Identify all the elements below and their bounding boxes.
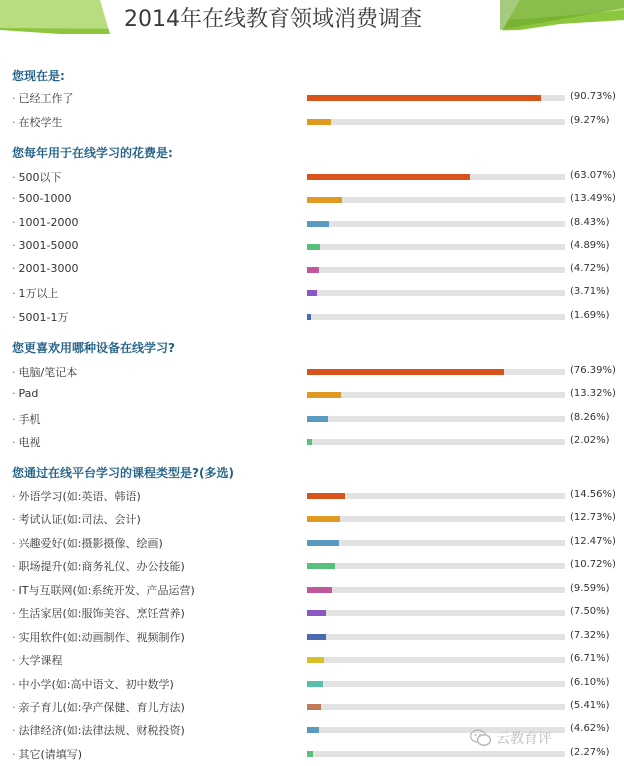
bar-track	[307, 244, 565, 250]
category-text: 500-1000	[18, 192, 72, 205]
data-label: (7.50%)	[570, 606, 610, 617]
wechat-icon	[470, 729, 492, 747]
data-label: (12.73%)	[570, 512, 616, 523]
category-text: 法律经济(如:法律法规、财税投资)	[18, 724, 185, 737]
bullet-icon: ·	[12, 436, 16, 449]
category-text: 1001-2000	[18, 216, 79, 229]
bar-track	[307, 493, 565, 499]
data-label: (14.56%)	[570, 489, 616, 500]
bullet-icon: ·	[12, 216, 16, 229]
bar	[307, 174, 470, 180]
category-label	[12, 309, 68, 325]
bar-track	[307, 704, 565, 710]
data-label: (76.39%)	[570, 365, 616, 376]
bar	[307, 95, 541, 101]
bar-track	[307, 416, 565, 422]
data-label: (12.47%)	[570, 536, 616, 547]
bullet-icon: ·	[12, 192, 16, 205]
bullet-icon: ·	[12, 239, 16, 252]
data-label: (2.02%)	[570, 435, 610, 446]
category-label	[12, 90, 74, 106]
data-label: (6.71%)	[570, 653, 610, 664]
data-label: (4.62%)	[570, 723, 610, 734]
category-text: 3001-5000	[18, 239, 79, 252]
data-label: (2.27%)	[570, 747, 610, 758]
bullet-icon: ·	[12, 262, 16, 275]
bar	[307, 392, 341, 398]
bar	[307, 681, 323, 687]
bullet-icon: ·	[12, 724, 16, 737]
bar-track	[307, 174, 565, 180]
bullet-icon: ·	[12, 584, 16, 597]
bar	[307, 516, 340, 522]
category-text: IT与互联网(如:系统开发、产品运营)	[18, 584, 195, 597]
bar-track	[307, 563, 565, 569]
data-label: (6.10%)	[570, 677, 610, 688]
bar	[307, 610, 326, 616]
category-label	[12, 511, 141, 527]
bar	[307, 493, 345, 499]
section-title: 您现在是:	[12, 69, 65, 83]
data-label: (3.71%)	[570, 286, 610, 297]
category-label	[12, 722, 185, 738]
category-label	[12, 285, 59, 301]
bullet-icon: ·	[12, 287, 16, 300]
data-label: (7.32%)	[570, 630, 610, 641]
bar-track	[307, 439, 565, 445]
category-label	[12, 192, 71, 205]
bar	[307, 416, 328, 422]
bar	[307, 244, 320, 250]
category-label	[12, 387, 38, 400]
section-title: 您通过在线平台学习的课程类型是?(多选)	[12, 466, 234, 480]
category-text: 电脑/笔记本	[18, 366, 78, 379]
data-label: (10.72%)	[570, 559, 616, 570]
category-text: 职场提升(如:商务礼仪、办公技能)	[18, 560, 185, 573]
category-label	[12, 629, 185, 645]
bar	[307, 634, 326, 640]
data-label: (4.89%)	[570, 240, 610, 251]
category-text: 在校学生	[18, 116, 63, 129]
category-text: 已经工作了	[18, 92, 74, 105]
bar-track	[307, 516, 565, 522]
category-label	[12, 411, 41, 427]
category-label	[12, 262, 78, 275]
category-text: 实用软件(如:动画制作、视频制作)	[18, 631, 185, 644]
category-text: 外语学习(如:英语、韩语)	[18, 490, 141, 503]
category-label	[12, 364, 77, 380]
bar-track	[307, 119, 565, 125]
bar-track	[307, 540, 565, 546]
bar-track	[307, 290, 565, 296]
category-label	[12, 652, 63, 668]
bullet-icon: ·	[12, 654, 16, 667]
data-label: (1.69%)	[570, 310, 610, 321]
category-label	[12, 582, 195, 598]
bullet-icon: ·	[12, 92, 16, 105]
bar	[307, 197, 342, 203]
bullet-icon: ·	[12, 537, 16, 550]
bullet-icon: ·	[12, 678, 16, 691]
data-label: (5.41%)	[570, 700, 610, 711]
category-label	[12, 535, 163, 551]
data-label: (9.27%)	[570, 115, 610, 126]
bullet-icon: ·	[12, 631, 16, 644]
bullet-icon: ·	[12, 607, 16, 620]
bar	[307, 751, 313, 757]
bar	[307, 267, 319, 273]
category-label	[12, 239, 78, 252]
category-text: 考试认证(如:司法、会计)	[18, 513, 141, 526]
data-label: (90.73%)	[570, 91, 616, 102]
bar	[307, 563, 335, 569]
bar-track	[307, 751, 565, 757]
bar	[307, 290, 317, 296]
category-text: 1万以上	[18, 287, 59, 300]
data-label: (8.43%)	[570, 217, 610, 228]
bullet-icon: ·	[12, 701, 16, 714]
bar-track	[307, 657, 565, 663]
category-label	[12, 216, 78, 229]
bullet-icon: ·	[12, 387, 16, 400]
category-label	[12, 434, 41, 450]
bar	[307, 439, 312, 445]
bar	[307, 657, 324, 663]
data-label: (13.32%)	[570, 388, 616, 399]
category-text: Pad	[18, 387, 39, 400]
bar-track	[307, 314, 565, 320]
category-text: 生活家居(如:服饰美容、烹饪营养)	[18, 607, 185, 620]
bullet-icon: ·	[12, 413, 16, 426]
bullet-icon: ·	[12, 560, 16, 573]
bullet-icon: ·	[12, 490, 16, 503]
bullet-icon: ·	[12, 748, 16, 761]
category-label	[12, 699, 185, 715]
data-label: (13.49%)	[570, 193, 616, 204]
category-text: 500以下	[18, 171, 62, 184]
data-label: (9.59%)	[570, 583, 610, 594]
bar-track	[307, 610, 565, 616]
bar	[307, 314, 311, 320]
category-text: 其它(请填写)	[18, 748, 83, 761]
bar-track	[307, 681, 565, 687]
bar	[307, 587, 332, 593]
category-text: 亲子育儿(如:孕产保健、育儿方法)	[18, 701, 185, 714]
category-text: 大学课程	[18, 654, 63, 667]
section-title: 您更喜欢用哪种设备在线学习?	[12, 341, 175, 355]
bar-track	[307, 634, 565, 640]
bar	[307, 704, 321, 710]
bar-track	[307, 267, 565, 273]
bullet-icon: ·	[12, 116, 16, 129]
data-label: (4.72%)	[570, 263, 610, 274]
bar-track	[307, 587, 565, 593]
bar-track	[307, 197, 565, 203]
bullet-icon: ·	[12, 366, 16, 379]
bullet-icon: ·	[12, 171, 16, 184]
page-title: 2014年在线教育领域消费调查	[124, 7, 422, 32]
category-text: 5001-1万	[18, 311, 69, 324]
category-label	[12, 114, 63, 130]
bar	[307, 119, 331, 125]
bullet-icon: ·	[12, 311, 16, 324]
category-text: 中小学(如:高中语文、初中数学)	[18, 678, 174, 691]
category-label	[12, 746, 82, 762]
bar	[307, 369, 504, 375]
section-title: 您每年用于在线学习的花费是:	[12, 146, 173, 160]
category-label	[12, 676, 174, 692]
bar	[307, 727, 319, 733]
data-label: (63.07%)	[570, 170, 616, 181]
category-text: 电视	[18, 436, 41, 449]
bar-track	[307, 95, 565, 101]
category-label	[12, 488, 141, 504]
data-label: (8.26%)	[570, 412, 610, 423]
bar-track	[307, 392, 565, 398]
category-text: 手机	[18, 413, 41, 426]
bar-track	[307, 369, 565, 375]
category-label	[12, 169, 62, 185]
bar	[307, 221, 329, 227]
category-label	[12, 605, 185, 621]
category-text: 兴趣爱好(如:摄影摄像、绘画)	[18, 537, 163, 550]
bar-track	[307, 221, 565, 227]
category-text: 2001-3000	[18, 262, 79, 275]
bar	[307, 540, 339, 546]
category-label	[12, 558, 185, 574]
watermark-text: 云教育评	[496, 731, 552, 747]
watermark	[470, 728, 552, 748]
bullet-icon: ·	[12, 513, 16, 526]
